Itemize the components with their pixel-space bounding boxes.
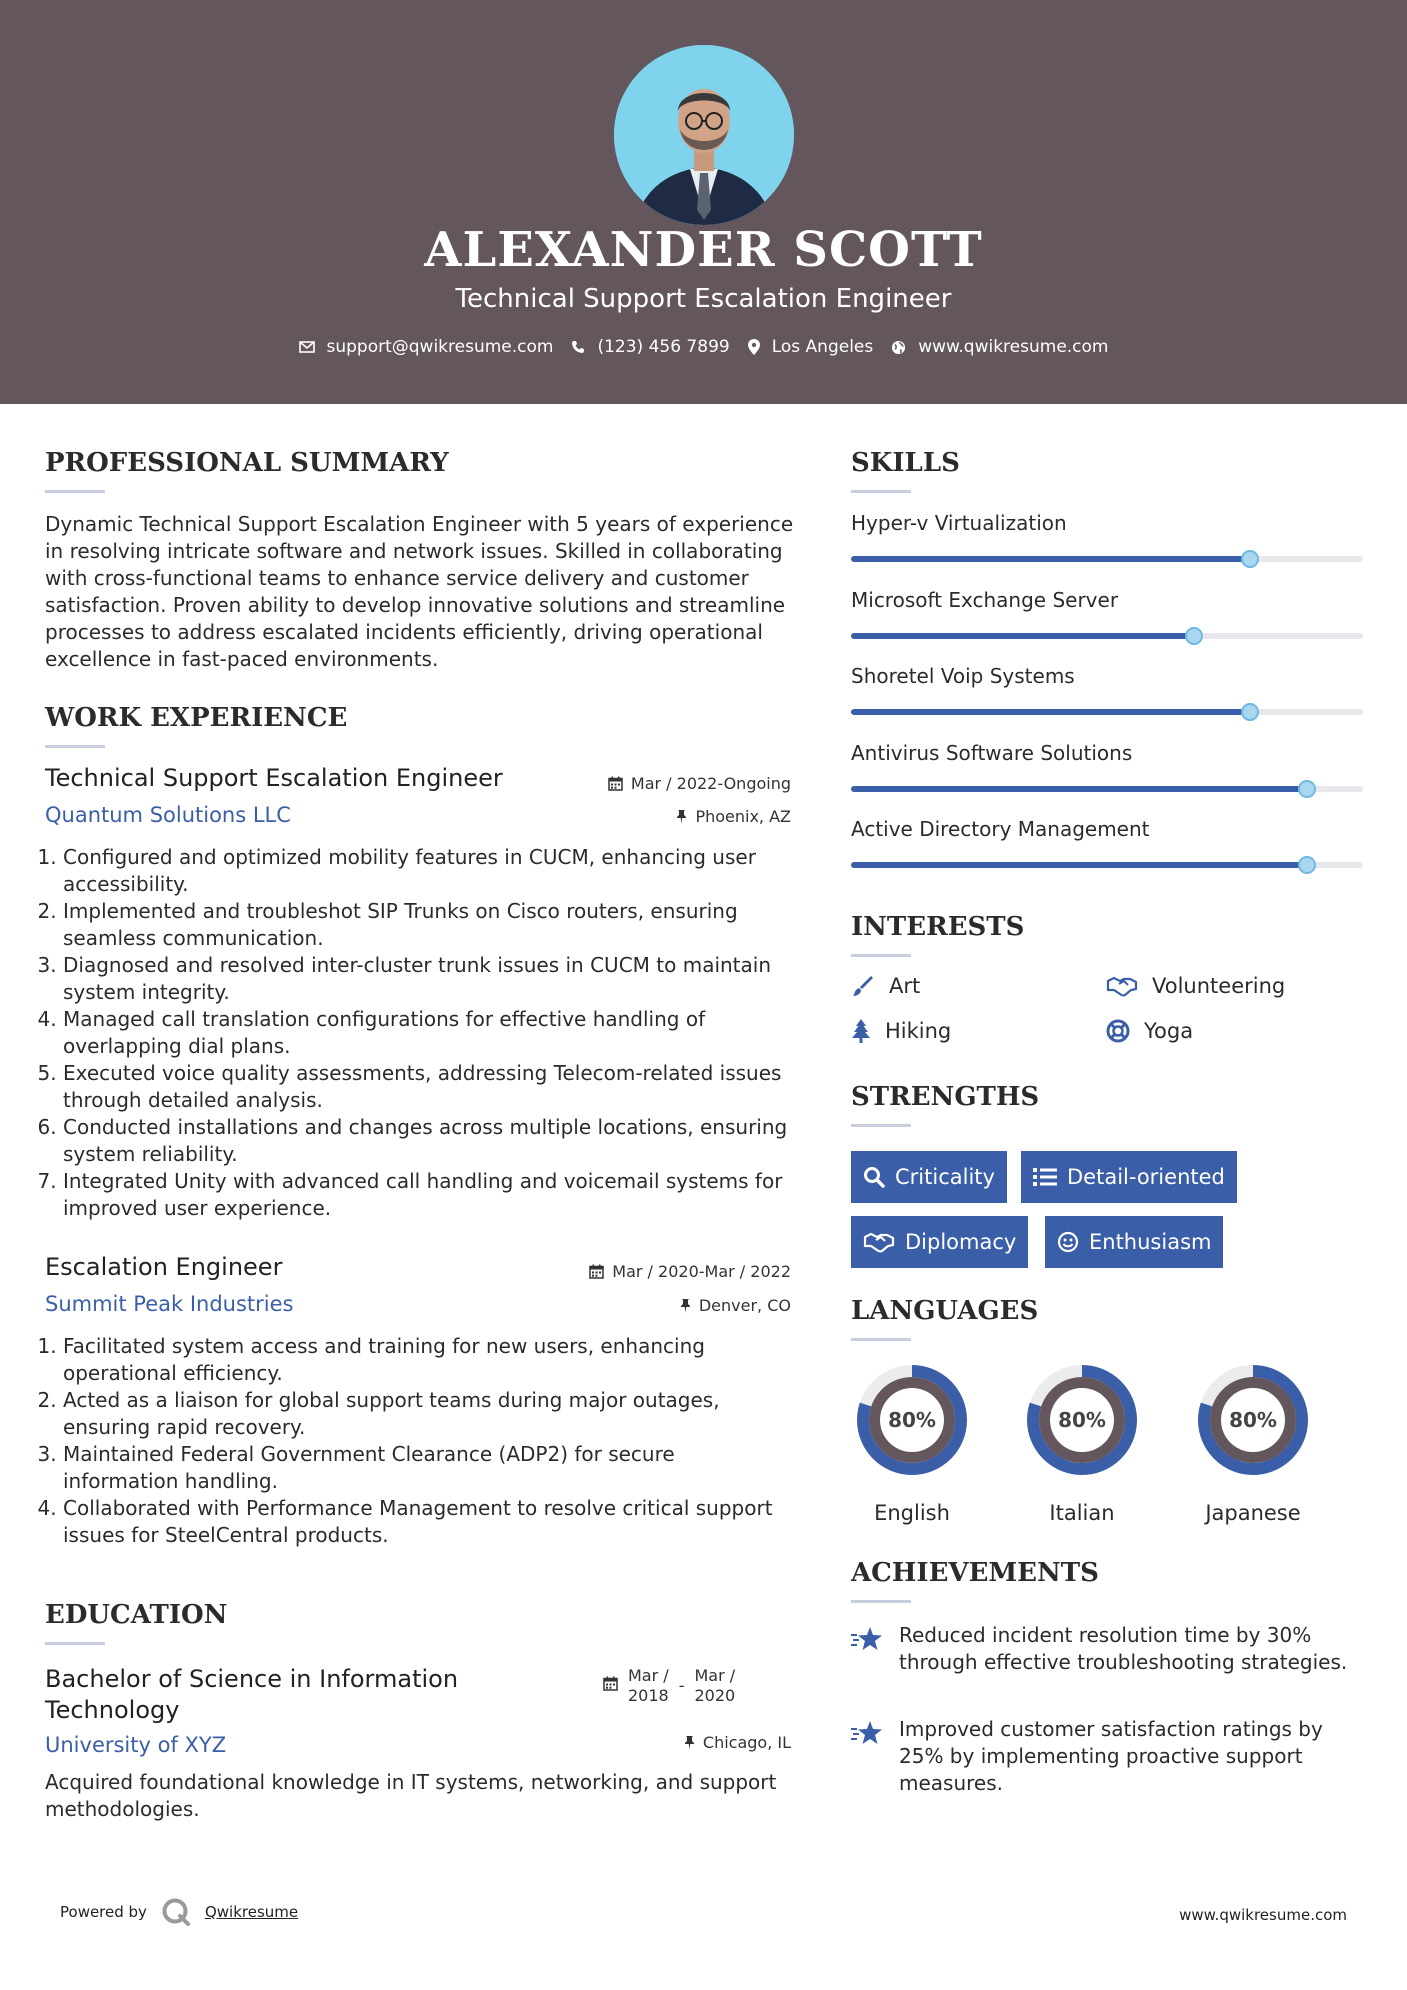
interest-art: [851, 974, 920, 998]
strength-badge-diplomacy: [851, 1216, 1028, 1268]
interest-label: Hiking: [885, 1019, 952, 1043]
education-start-year: 2018: [628, 1686, 669, 1705]
strength-label: Criticality: [895, 1165, 995, 1189]
achievements-heading: ACHIEVEMENTS: [851, 1558, 1099, 1588]
language-percent: 80%: [888, 1408, 936, 1432]
languages-heading: LANGUAGES: [851, 1296, 1039, 1326]
interest-label: Yoga: [1144, 1019, 1194, 1043]
language-percent: 80%: [1058, 1408, 1106, 1432]
location-text: Los Angeles: [771, 337, 874, 357]
achievements-divider: [851, 1600, 911, 1603]
list-item: 7. Integrated Unity with advanced call handling and voicemail systems for improved user experience.: [63, 1168, 795, 1222]
skill-bar-fill: [851, 556, 1250, 562]
globe-icon: [891, 340, 906, 355]
education-location-text: Chicago, IL: [702, 1733, 791, 1752]
interest-yoga: [1106, 1019, 1193, 1043]
language-item: [851, 1359, 973, 1525]
tree-icon: [851, 1019, 871, 1043]
list-item: 3. Diagnosed and resolved inter-cluster trunk issues in CUCM to maintain system integrity.: [63, 952, 795, 1006]
skill-bar-track: [851, 556, 1363, 562]
list-item: 2. Acted as a liaison for global support teams during major outages, ensuring rapid recovery.: [63, 1387, 795, 1441]
qwikresume-logo-icon: [161, 1897, 191, 1927]
strength-label: Detail-oriented: [1067, 1165, 1225, 1189]
phone-text: (123) 456 7899: [597, 337, 730, 357]
strengths-heading: STRENGTHS: [851, 1082, 1040, 1112]
list-item: 3. Maintained Federal Government Clearance (ADP2) for secure information handling.: [63, 1441, 795, 1495]
footer-powered-by: [60, 1897, 298, 1927]
language-item: [1021, 1359, 1143, 1525]
list-item: 4. Collaborated with Performance Management to resolve critical support issues for SteelCentral products.: [63, 1495, 795, 1549]
summary-divider: [45, 490, 105, 493]
candidate-title: Technical Support Escalation Engineer: [455, 284, 952, 314]
contact-location: [748, 337, 874, 357]
contact-bar: [0, 337, 1407, 357]
skills-heading: SKILLS: [851, 448, 960, 478]
education-description: Acquired foundational knowledge in IT systems, networking, and support methodologies.: [45, 1770, 777, 1821]
contact-email[interactable]: [299, 337, 554, 357]
job-location-text: Phoenix, AZ: [695, 807, 791, 826]
phone-icon: [571, 340, 585, 354]
pin-icon: [684, 1735, 695, 1750]
interest-label: Volunteering: [1152, 974, 1286, 998]
list-icon: [1033, 1167, 1057, 1187]
list-item: 1. Configured and optimized mobility features in CUCM, enhancing user accessibility.: [63, 844, 795, 898]
skill-label: Shoretel Voip Systems: [851, 664, 1075, 688]
interests-divider: [851, 954, 911, 957]
language-item: [1192, 1359, 1314, 1525]
education-dates: [603, 1666, 735, 1706]
education-start: [628, 1666, 669, 1706]
strength-label: Enthusiasm: [1089, 1230, 1212, 1254]
experience-heading: WORK EXPERIENCE: [45, 703, 348, 733]
summary-text: Dynamic Technical Support Escalation Engineer with 5 years of experience in resolving intricate software and network issues. Skilled in collaborating with cross-functional teams to enhance service delivery and customer satisfaction. Proven ability to develop innovative solutions and streamline processes to address escalated incidents efficiently, driving operational excellence in fast-paced environments.: [45, 512, 794, 671]
language-ring: [1192, 1359, 1314, 1481]
calendar-icon: [603, 1676, 618, 1691]
contact-website[interactable]: [891, 337, 1108, 357]
qwikresume-link[interactable]: Qwikresume: [204, 1903, 299, 1921]
paintbrush-icon: [851, 974, 875, 998]
skill-bar-fill: [851, 633, 1194, 639]
language-name: Italian: [1049, 1501, 1115, 1525]
skill-label: Antivirus Software Solutions: [851, 740, 1133, 765]
interest-label: Art: [889, 974, 921, 998]
list-item: 5. Executed voice quality assessments, addressing Telecom-related issues through detailed analysis.: [63, 1060, 795, 1114]
job-title: Escalation Engineer: [45, 1253, 283, 1281]
skill-label: Microsoft Exchange Server: [851, 587, 1119, 612]
experience-divider: [45, 745, 105, 748]
envelope-icon: [299, 341, 315, 353]
skill-bar-track: [851, 786, 1363, 792]
skill-bar-knob: [1241, 550, 1259, 568]
strengths-divider: [851, 1124, 911, 1127]
language-ring: [1021, 1359, 1143, 1481]
skill-bar-fill: [851, 786, 1307, 792]
star-icon: [851, 1720, 883, 1746]
job-dates-text: Mar / 2020-Mar / 2022: [612, 1262, 791, 1281]
job-bullets: [45, 1333, 795, 1549]
skill-bar-knob: [1298, 780, 1316, 798]
skill-bar-fill: [851, 862, 1307, 868]
lifebuoy-icon: [1106, 1019, 1130, 1043]
footer-website[interactable]: www.qwikresume.com: [1179, 1906, 1347, 1924]
skill-bar-knob: [1185, 627, 1203, 645]
interest-hiking: [851, 1019, 951, 1043]
skill-bar-knob: [1298, 856, 1316, 874]
skill-bar-track: [851, 862, 1363, 868]
smile-icon: [1057, 1231, 1079, 1253]
achievement-text: Improved customer satisfaction ratings by 25% by implementing proactive support measures.: [899, 1717, 1323, 1795]
company-name: Summit Peak Industries: [45, 1292, 294, 1316]
calendar-icon: [608, 776, 623, 791]
achievement-item: [851, 1716, 1351, 1797]
education-location: [684, 1733, 791, 1752]
pin-icon: [676, 809, 687, 824]
company-name: Quantum Solutions LLC: [45, 803, 291, 827]
calendar-icon: [589, 1264, 604, 1279]
handshake-icon: [1106, 975, 1138, 997]
strength-badge-criticality: [851, 1151, 1007, 1203]
map-pin-icon: [748, 339, 760, 355]
star-icon: [851, 1626, 883, 1652]
strength-badge-enthusiasm: [1045, 1216, 1223, 1268]
header-banner: [0, 0, 1407, 404]
education-heading: EDUCATION: [45, 1600, 228, 1630]
email-text: support@qwikresume.com: [326, 337, 554, 357]
interests-heading: INTERESTS: [851, 912, 1025, 942]
skill-bar-knob: [1241, 703, 1259, 721]
skill-bar-fill: [851, 709, 1250, 715]
list-item: 2. Implemented and troubleshot SIP Trunks on Cisco routers, ensuring seamless communication.: [63, 898, 795, 952]
candidate-name: ALEXANDER SCOTT: [424, 222, 983, 278]
job-dates: [589, 1262, 791, 1281]
handshake-icon: [863, 1231, 895, 1253]
language-percent: 80%: [1229, 1408, 1277, 1432]
education-date-dash: -: [678, 1676, 685, 1695]
job-bullets: [45, 844, 795, 1222]
contact-phone[interactable]: [571, 337, 729, 357]
education-end-year: 2020: [694, 1686, 736, 1705]
degree-line-2: Technology: [45, 1696, 180, 1724]
skill-label: Hyper-v Virtualization: [851, 511, 1067, 535]
degree-title: [45, 1664, 458, 1726]
job-location-text: Denver, CO: [698, 1296, 791, 1315]
list-item: 1. Facilitated system access and training for new users, enhancing operational efficiency.: [63, 1333, 795, 1387]
job-location: [680, 1296, 791, 1315]
achievement-item: [851, 1622, 1351, 1676]
job-location: [676, 807, 791, 826]
website-text: www.qwikresume.com: [918, 337, 1109, 357]
language-name: English: [874, 1501, 950, 1525]
summary-heading: PROFESSIONAL SUMMARY: [45, 448, 449, 478]
powered-by-text: Powered by: [60, 1903, 147, 1921]
job-title: Technical Support Escalation Engineer: [45, 764, 503, 792]
skills-divider: [851, 490, 911, 493]
education-start-month: Mar /: [628, 1666, 669, 1685]
strength-badge-detail-oriented: [1021, 1151, 1237, 1203]
school-name: University of XYZ: [45, 1733, 227, 1757]
language-ring: [851, 1359, 973, 1481]
list-item: 6. Conducted installations and changes across multiple locations, ensuring system reliability.: [63, 1114, 795, 1168]
search-icon: [863, 1166, 885, 1188]
pin-icon: [680, 1298, 691, 1313]
job-dates: [608, 774, 791, 793]
skill-bar-track: [851, 633, 1363, 639]
skill-label: Active Directory Management: [851, 817, 1150, 841]
achievement-text: Reduced incident resolution time by 30% through effective troubleshooting strategies.: [899, 1623, 1348, 1674]
strength-label: Diplomacy: [905, 1230, 1017, 1254]
profile-photo: [614, 45, 794, 225]
languages-divider: [851, 1338, 911, 1341]
education-divider: [45, 1642, 105, 1645]
list-item: 4. Managed call translation configurations for effective handling of overlapping dial plans.: [63, 1006, 795, 1060]
education-end: [695, 1666, 736, 1706]
education-end-month: Mar /: [694, 1666, 736, 1685]
skill-bar-track: [851, 709, 1363, 715]
interest-volunteering: [1106, 974, 1285, 998]
language-name: Japanese: [1205, 1501, 1301, 1525]
job-dates-text: Mar / 2022-Ongoing: [630, 774, 791, 793]
degree-line-1: Bachelor of Science in Information: [45, 1665, 459, 1693]
